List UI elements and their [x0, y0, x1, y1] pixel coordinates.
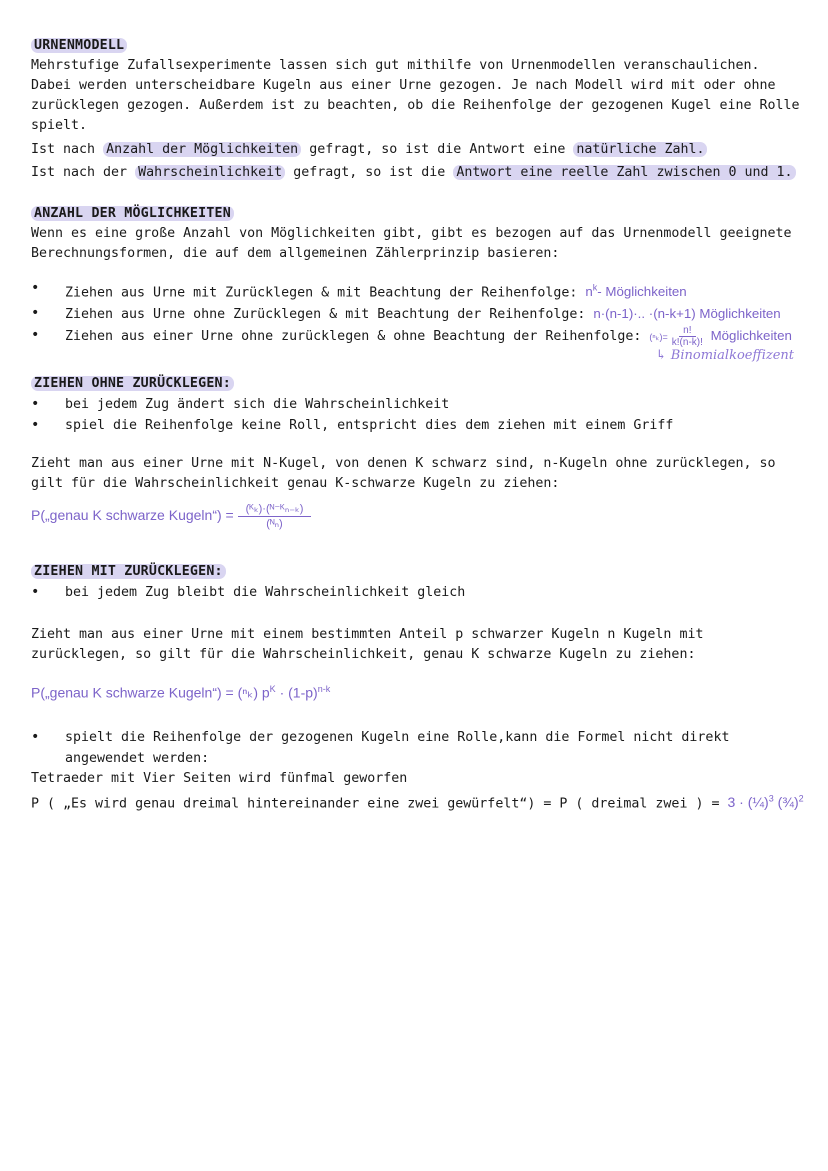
list-item: • bei jedem Zug bleibt die Wahrscheinlichkeit gleich: [31, 582, 806, 603]
highlight-real: Antwort eine reelle Zahl zwischen 0 und 1.: [453, 165, 795, 180]
ohne-list: [31, 394, 806, 436]
highlight-count: Anzahl der Möglichkeiten: [103, 142, 301, 157]
intro-text: Mehrstufige Zufallsexperimente lassen sich gut mithilfe von Urnenmodellen veranschaulichen. Dabei werden unterscheidbare Kugeln aus einer Urne gezogen. Je nach Modell wird mit oder ohne zurücklegen gezogen. Außerdem ist zu beachten, ob die Reihenfolge der gezogenen Kugel eine Rolle spielt.: [31, 58, 800, 133]
binomial-note: ↳ Binomialkoeffizent: [655, 348, 794, 364]
mit-section: [31, 562, 806, 814]
anzahl-text: Wenn es eine große Anzahl von Möglichkeiten gibt, gibt es bezogen auf das Urnenmodell geeignete Berechnungsformen, die auf dem allgemeinen Zählerprinzip basieren:: [31, 226, 792, 261]
ohne-heading: ZIEHEN OHNE ZURÜCKLEGEN:: [31, 376, 234, 391]
list-item: • bei jedem Zug ändert sich die Wahrscheinlichkeit: [31, 394, 806, 415]
ohne-text: Zieht man aus einer Urne mit N-Kugel, von denen K schwarz sind, n-Kugeln ohne zurücklegen, so gilt für die Wahrscheinlichkeit genau K-schwarze Kugeln zu ziehen:: [31, 456, 776, 491]
answer-line-2: Ist nach der Wahrscheinlichkeit gefragt, so ist die Antwort eine reelle Zahl zwischen 0 und 1.: [31, 163, 806, 183]
mit-list-2: [31, 727, 806, 769]
mit-text: Zieht man aus einer Urne mit einem bestimmten Anteil p schwarzer Kugeln n Kugeln mit zurücklegen, so gilt für die Wahrscheinlichkeit, genau K schwarze Kugeln zu ziehen:: [31, 627, 704, 662]
answer-line-1: Ist nach Anzahl der Möglichkeiten gefragt, so ist die Antwort eine natürliche Zahl.: [31, 140, 806, 160]
formula-n-k: $n^k-$ Möglichkeiten: [585, 283, 687, 300]
highlight-probability: Wahrscheinlichkeit: [135, 165, 285, 180]
formula-permutation: n·(n-1)·.. ·(n-k+1) Möglichkeiten: [593, 306, 781, 322]
example-line-1: Tetraeder mit Vier Seiten wird fünfmal geworfen: [31, 770, 408, 786]
answer-section: [31, 140, 806, 183]
anzahl-list: [31, 278, 806, 348]
highlight-natural: natürliche Zahl.: [573, 142, 707, 157]
anzahl-heading: ANZAHL DER MÖGLICHKEITEN: [31, 206, 234, 221]
mit-list: [31, 582, 806, 603]
page-title: URNENMODELL: [31, 38, 127, 53]
binomial-formula: P(„genau K schwarze Kugeln“) = (ⁿₖ) $p^K \cdot (1-p)^{n-k}$: [31, 684, 331, 701]
mit-heading: ZIEHEN MIT ZURÜCKLEGEN:: [31, 564, 226, 579]
formula-binom: (ⁿₖ)= $\frac{n!}{k!(n-k)!}$ Möglichkeiten: [649, 325, 792, 349]
list-item: • Ziehen aus Urne ohne Zurücklegen & mit Beachtung der Reihenfolge: n·(n-1)·.. ·(n-k+1) Möglichkeiten: [31, 303, 806, 325]
list-item: • Ziehen aus Urne mit Zurücklegen & mit Beachtung der Reihenfolge: $n^k-$ Möglichkeiten: [31, 278, 806, 303]
example-formula: 3 · (¼)$^3$ (¾)$^2$: [727, 793, 804, 811]
list-item: • spielt die Reihenfolge der gezogenen Kugeln eine Rolle,kann die Formel nicht direkt angewendet werden:: [31, 727, 806, 769]
list-item: • spiel die Reihenfolge keine Roll, entspricht dies dem ziehen mit einem Griff: [31, 415, 806, 436]
hypergeometric-formula: P(„genau K schwarze Kugeln“) = $\frac{\text{(ᴷₖ)·(ᴺ⁻ᴷₙ₋ₖ)}}{\text{(ᴺₙ)}}$: [31, 502, 806, 531]
ohne-section: [31, 374, 806, 531]
example-line-2: P ( „Es wird genau dreimal hintereinander eine zwei gewürfelt“) = P ( dreimal zwei ) = 3 · (¼)$^3$ (¾)$^2$: [31, 793, 804, 812]
anzahl-section: [31, 204, 806, 366]
list-item: • Ziehen aus einer Urne ohne zurücklegen & ohne Beachtung der Reihenfolge: (ⁿₖ)= $\frac{n!}{k!(n-k)!}$ Möglichkeiten: [31, 325, 806, 348]
intro-section: [31, 36, 806, 136]
